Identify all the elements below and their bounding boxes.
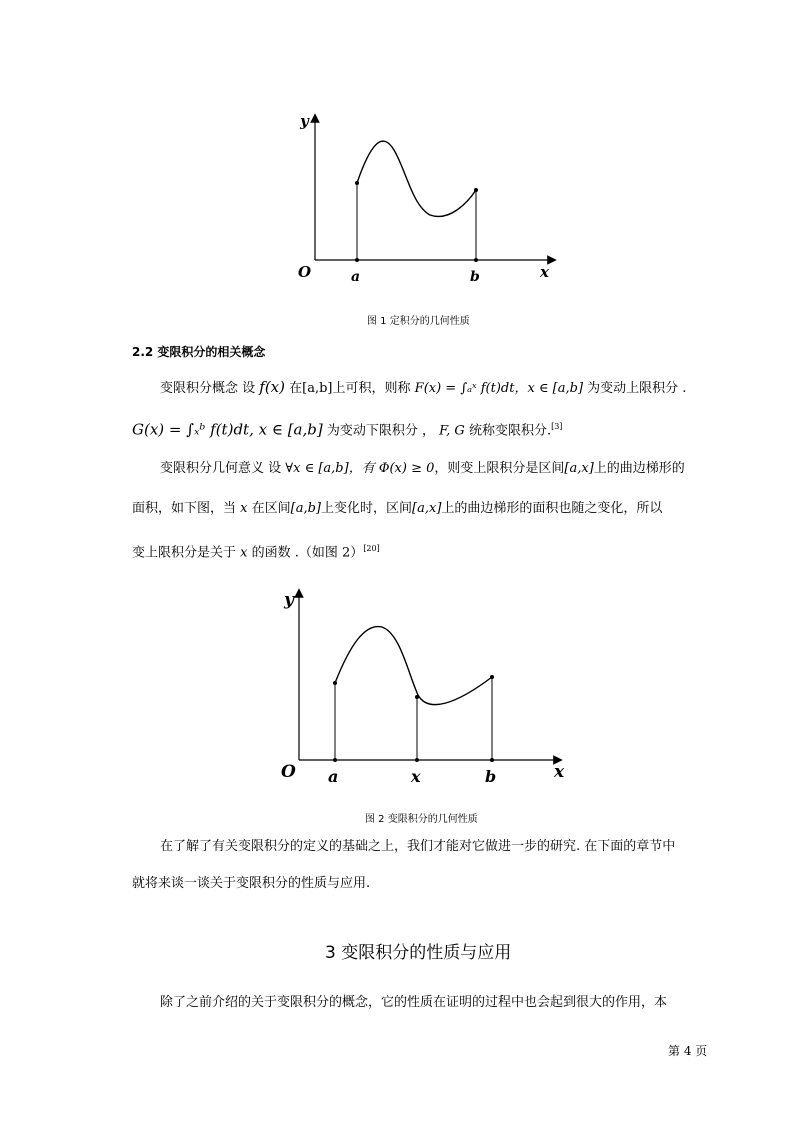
para-4-line-1: 除了之前介绍的关于变限积分的概念，它的性质在证明的过程中也会起到很大的作用，本	[160, 995, 668, 1010]
figure-1-caption: 图 1 定积分的几何性质	[367, 316, 470, 327]
tick-label-a: a	[351, 269, 361, 285]
tick-label-b: b	[470, 269, 480, 285]
point-a-top	[355, 181, 359, 185]
axis-label-x: x	[554, 762, 565, 782]
math-FG: F, G	[439, 423, 465, 439]
text: 为变动上限积分 .	[587, 381, 687, 396]
tick-label-b: b	[485, 767, 497, 786]
para-3-line-1: 在了解了有关变限积分的定义的基础之上，我们才能对它做进一步的研究. 在下面的章节中	[160, 839, 676, 854]
para-1-line-1	[160, 378, 686, 398]
axis-label-y: y	[300, 112, 309, 130]
origin-label: O	[298, 263, 312, 281]
para-2-line-3	[132, 540, 380, 562]
point-b-top	[474, 188, 478, 192]
origin-label: O	[281, 762, 296, 782]
para-3-line-2: 就将来谈一谈关于变限积分的性质与应用.	[132, 876, 371, 891]
reference: [3]	[551, 422, 563, 431]
text: 上变化时，区间	[321, 501, 413, 516]
text: 在	[289, 381, 303, 396]
point-a-top	[333, 681, 337, 685]
figure-1	[290, 110, 570, 295]
text: 变限积分几何意义 设	[160, 461, 282, 476]
math-interval-ax: [a,x]	[412, 501, 442, 516]
math-G-def: G(x) = ∫ₓᵇ f(t)dt, x ∈ [a,b]	[132, 420, 323, 439]
math-interval: [a,b]	[302, 381, 333, 396]
point-b	[490, 758, 494, 762]
point-b	[474, 258, 478, 262]
text: 面积，如下图，当	[132, 501, 237, 516]
point-x-top	[415, 695, 419, 699]
section-3-title: 3 变限积分的性质与应用	[325, 943, 512, 963]
math-interval-ab: [a,b]	[290, 501, 322, 516]
math-x: x	[240, 501, 248, 516]
math-fx: f(x)	[259, 378, 285, 396]
axis-label-x: x	[540, 263, 549, 281]
text: 在区间	[251, 501, 291, 516]
math-F-def: F(x) = ∫ₐˣ f(t)dt，x ∈ [a,b]	[414, 381, 584, 396]
page-number: 第 4 页	[668, 1044, 708, 1058]
text: 上可积，则称	[332, 381, 411, 396]
reference: [20]	[363, 544, 380, 553]
text: 统称变限积分.	[468, 423, 552, 439]
para-2-line-2	[132, 500, 662, 518]
text: 的函数 .（如图 2）	[251, 545, 364, 561]
para-2-line-1	[160, 460, 685, 478]
figure-2	[270, 585, 575, 795]
tick-label-x: x	[411, 767, 421, 786]
math-x: x	[240, 545, 248, 561]
axis-label-y: y	[284, 590, 294, 610]
section-2-2-title: 2.2 变限积分的相关概念	[132, 345, 266, 359]
point-x	[415, 758, 419, 762]
text: 变上限积分是关于	[132, 545, 237, 561]
figure-2-caption: 图 2 变限积分的几何性质	[365, 814, 478, 825]
curve	[335, 627, 492, 705]
tick-label-a: a	[328, 767, 339, 786]
math-interval-ax: [a,x]	[564, 461, 594, 476]
para-1-line-2	[132, 418, 562, 440]
text: 变限积分概念 设	[160, 381, 256, 396]
point-a	[333, 758, 337, 762]
text: ，则变上限积分是区间	[434, 461, 565, 476]
curve	[357, 141, 476, 216]
text: 上的曲边梯形的	[593, 461, 685, 476]
text: 为变动下限积分 ，	[326, 423, 436, 439]
math-condition: ∀x ∈ [a,b]，有 Φ(x) ≥ 0	[285, 461, 435, 476]
text: 上的曲边梯形的面积也随之变化，所以	[441, 501, 663, 516]
point-b-top	[490, 675, 494, 679]
point-a	[355, 258, 359, 262]
